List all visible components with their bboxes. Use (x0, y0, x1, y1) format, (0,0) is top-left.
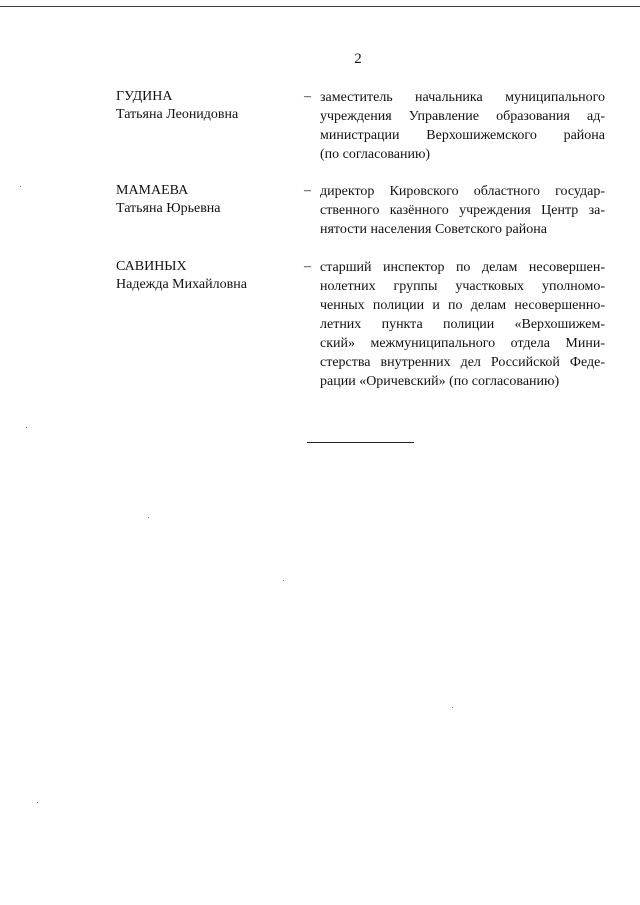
member-name (116, 258, 296, 294)
member-given-names: Татьяна Юрьевна (116, 201, 221, 216)
position-line: заместитель начальника муниципального (320, 90, 605, 105)
member-surname: МАМАЕВА (116, 183, 189, 198)
position-line: ственного казённого учреждения Центр за- (320, 203, 605, 218)
position-line: нятости населения Советского района (320, 222, 547, 237)
position-line: старший инспектор по делам несовершен- (320, 260, 605, 275)
entry-dash: – (304, 259, 311, 274)
top-border-line (0, 6, 640, 7)
position-line: рации «Оричевский» (по согласованию) (320, 374, 560, 389)
scan-speck (283, 580, 284, 581)
member-position (320, 182, 605, 239)
position-line: стерства внутренних дел Российской Феде- (320, 355, 605, 370)
member-name (116, 88, 296, 124)
member-given-names: Татьяна Леонидовна (116, 107, 239, 122)
page-number: 2 (354, 51, 362, 67)
position-line: директор Кировского областного государ- (320, 184, 605, 199)
member-name (116, 182, 296, 218)
scan-speck (148, 517, 149, 518)
member-position (320, 88, 605, 164)
end-of-list-rule (307, 442, 414, 443)
position-line: учреждения Управление образования ад- (320, 109, 605, 124)
scan-speck (20, 186, 21, 187)
scan-speck (26, 427, 27, 428)
position-line: ский» межмуниципального отдела Мини- (320, 336, 605, 351)
member-surname: ГУДИНА (116, 89, 173, 104)
scan-speck (452, 707, 453, 708)
position-line: нолетних группы участковых уполномо- (320, 279, 605, 294)
member-position (320, 258, 605, 391)
position-line: ченных полиции и по делам несовершенно- (320, 298, 605, 313)
entry-dash: – (304, 89, 311, 104)
position-line: (по согласованию) (320, 147, 431, 162)
scan-speck (37, 802, 38, 803)
member-given-names: Надежда Михайловна (116, 277, 247, 292)
position-line: министрации Верхошижемского района (320, 128, 605, 143)
entry-dash: – (304, 183, 311, 198)
member-surname: САВИНЫХ (116, 259, 187, 274)
position-line: летних пункта полиции «Верхошижем- (320, 317, 605, 332)
